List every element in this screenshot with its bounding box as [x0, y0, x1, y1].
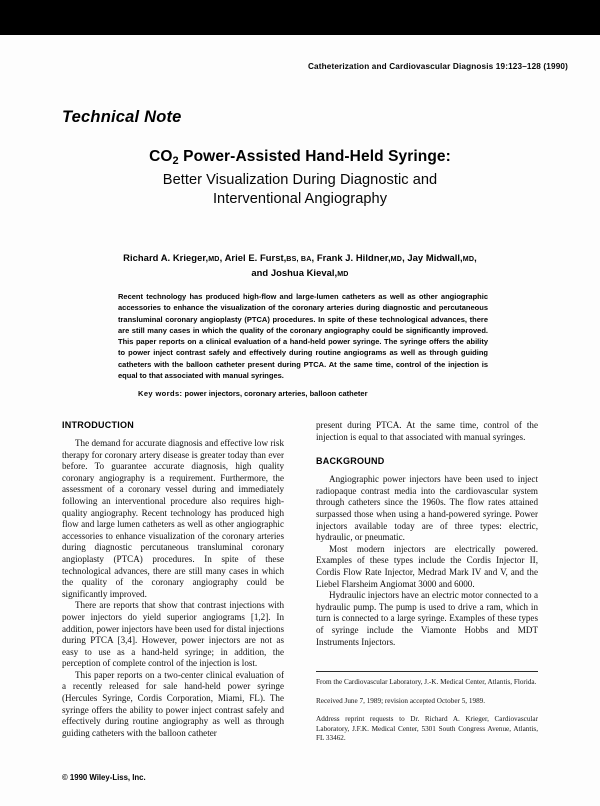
paragraph: Most modern injectors are electrically powered. Examples of these types include the Cordis Injector II, Cordis Flow Rate Injector, Medrad Mark IV and V, and the Liebel Flarsheim Angiomat 3000 and 6000. [316, 543, 538, 589]
author-line-1 [55, 251, 545, 266]
author-kieval: and Joshua Kieval, [251, 267, 338, 278]
degree-md-1: MD [208, 255, 220, 263]
paragraph: This paper reports on a two-center clinical evaluation of a recently released for sale hand-held power syringe (Hercules Syringe, Cordis Corporation, Miami, FL). The syringe offers the ability to power inject contrast safely and effectively during routine angiography as well as through guiding catheters with the balloon catheter [62, 669, 284, 738]
author-furst: , Ariel E. Furst, [219, 252, 287, 263]
degree-bs-ba: BS, BA [286, 255, 312, 263]
author-list [55, 251, 545, 281]
column-right [316, 420, 538, 648]
running-head: Catheterization and Cardiovascular Diagnosis 19:123–128 (1990) [307, 62, 568, 71]
article-category: Technical Note [62, 108, 182, 126]
abstract-text: Recent technology has produced high-flow and large-lumen catheters as well as other angiographic accessories to enhance the visualization of the coronary arteries during diagnostic and percutaneous transluminal coronary angioplasty (PTCA) procedures. In spite of these technological advances, there are still many cases in which the quality of the coronary angiography could be significantly improved. This paper reports on a clinical evaluation of a hand-held power syringe. The syringe offers the ability to power inject contrast safely and effectively during routine angiograms as well as through guiding catheters with the balloon catheter present during PTCA. At the same time, control of the injection is equal to that associated with manual syringes. [118, 292, 488, 381]
degree-md-2: MD [390, 255, 403, 263]
footnote-block [316, 671, 538, 744]
title-co-text: CO [149, 148, 173, 165]
section-heading-introduction: INTRODUCTION [62, 420, 134, 430]
footnote-reprint-address: Address reprint requests to Dr. Richard A. Krieger, Cardiovascular Laboratory, J.F.K. Medical Center, 5301 South Congress Avenue, Atlantis, FL 33462. [316, 715, 538, 743]
section-heading-background: BACKGROUND [316, 456, 385, 467]
author-krieger: Richard A. Krieger, [123, 252, 209, 263]
footnote-affiliation: From the Cardiovascular Laboratory, J.-K. Medical Center, Atlantis, Florida. [316, 678, 537, 686]
page-subtitle-line1: Better Visualization During Diagnostic and [162, 172, 438, 188]
column-left [62, 420, 284, 739]
title-main-rest: Power-Assisted Hand-Held Syringe: [178, 148, 451, 165]
paragraph: Angiographic power injectors have been used to inject radiopaque contrast media into the cardiovascular system through catheters since the 1960s. The flow rates attained surpassed those when using a hand-powered syringe. Power injectors available today are of three types: electric, hydraulic, or pneumatic. [316, 474, 538, 543]
page-title [60, 147, 540, 171]
author-hildner: , Frank J. Hildner, [311, 252, 391, 263]
scan-artifact-band [0, 0, 600, 35]
author-line-2 [55, 266, 545, 281]
keywords [138, 389, 488, 398]
keywords-label: Key words: [138, 389, 183, 398]
title-block [60, 147, 540, 208]
author-trailing-comma: , [474, 252, 477, 263]
degree-md-4: MD [337, 270, 349, 278]
title-subscript-2: 2 [172, 155, 179, 167]
author-midwall: , Jay Midwall, [402, 252, 463, 263]
paragraph: There are reports that show that contrast injections with power injectors do yield superior angiograms [1,2]. In addition, power injectors have been used for distal injections during PTCA [3,4]. However, power injectors are not as easy to use as a hand-held syringe; in addition, the perception of complete control of the injection is lost. [62, 600, 284, 669]
copyright-notice: © 1990 Wiley-Liss, Inc. [62, 773, 146, 782]
page-sheet [0, 35, 600, 806]
degree-md-3: MD [462, 255, 475, 263]
paragraph: Hydraulic injectors have an electric motor connected to a hydraulic pump. The pump is used to drive a ram, which in turn is connected to a large syringe. Examples of these types of syringe include the Viamonte Hobbs and MDT Instruments Injectors. [316, 590, 538, 647]
page-subtitle-line2: Interventional Angiography [212, 190, 388, 207]
keywords-value: power injectors, coronary arteries, balloon catheter [184, 389, 368, 398]
footnote-received: Received June 7, 1989; revision accepted October 5, 1989. [316, 696, 486, 705]
paragraph: The demand for accurate diagnosis and effective low risk therapy for coronary artery disease is greater today than ever before. To guarantee accurate diagnosis, high quality coronary angiography is a requirement. Furthermore, the assessment of a coronary vessel during and immediately following an interventional procedure also requires high-quality angiography. Recent technology has produced high flow and large lumen catheters as well as other angiographic accessories to enhance visualization of the coronary arteries during diagnostic percutaneous transluminal coronary angioplasty (PTCA) procedures. In spite of these technological advances, there are still many cases in which the quality of the coronary angiography could be significantly improved. [62, 438, 284, 599]
paragraph: present during PTCA. At the same time, control of the injection is equal to that associated with manual syringes. [316, 420, 538, 442]
